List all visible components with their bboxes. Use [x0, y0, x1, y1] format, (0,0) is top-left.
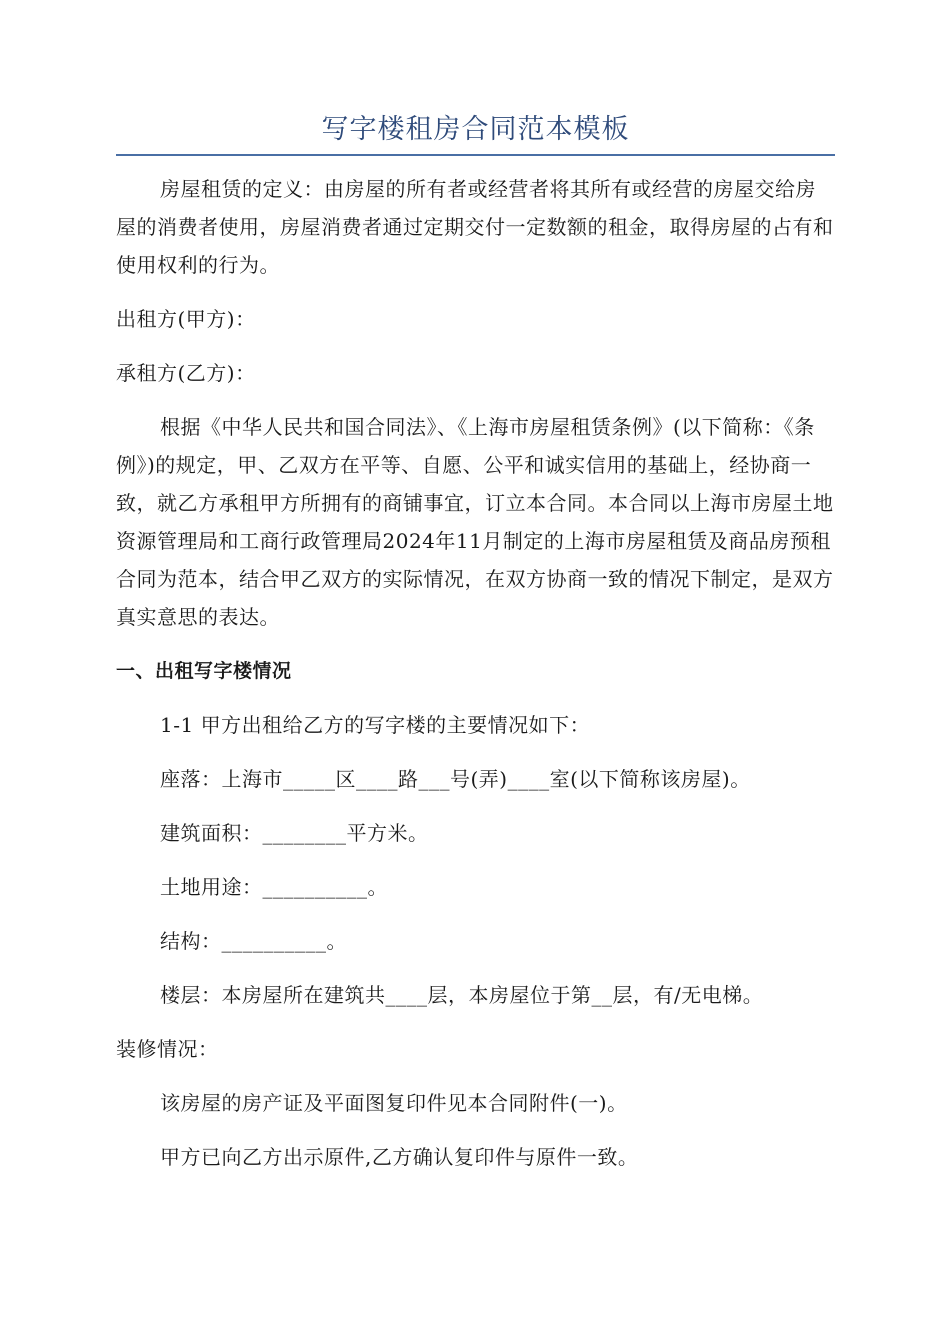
- legal-basis-paragraph: 根据《中华人民共和国合同法》、《上海市房屋租赁条例》(以下简称：《条例》)的规定，甲、乙双方在平等、自愿、公平和诚实信用的基础上，经协商一致，就乙方承租甲方所拥有的商铺事宜，订立本合同。本合同以上海市房屋土地资源管理局和工商行政管理局2024年11月制定的上海市房屋租赁及商品房预租合同为范本，结合甲乙双方的实际情况，在双方协商一致的情况下制定，是双方真实意思的表达。: [116, 415, 834, 629]
- structure-line: 结构：__________。: [160, 929, 347, 953]
- land-use-line: 土地用途：__________。: [160, 875, 388, 899]
- document-body: [116, 170, 835, 1176]
- decoration-heading: 装修情况：: [116, 1037, 219, 1061]
- title-underline: [116, 154, 835, 156]
- lessee-line: 承租方(乙方)：: [116, 361, 256, 385]
- clause-1-1: 1-1 甲方出租给乙方的写字楼的主要情况如下：: [160, 713, 591, 737]
- document-title: 写字楼租房合同范本模板: [321, 114, 630, 145]
- section-heading-1: 一、出租写字楼情况: [116, 660, 292, 682]
- floor-line: 楼层：本房屋所在建筑共____层，本房屋位于第__层，有/无电梯。: [160, 983, 764, 1007]
- certificate-line: 该房屋的房产证及平面图复印件见本合同附件(一)。: [160, 1091, 628, 1115]
- lessor-line: 出租方(甲方)：: [116, 307, 256, 331]
- building-area-line: 建筑面积：________平方米。: [160, 821, 429, 845]
- location-line: 座落：上海市_____区____路___号(弄)____室(以下简称该房屋)。: [160, 767, 751, 791]
- lease-definition-paragraph: 房屋租赁的定义：由房屋的所有者或经营者将其所有或经营的房屋交给房屋的消费者使用，房屋消费者通过定期交付一定数额的租金，取得房屋的占有和使用权利的行为。: [116, 177, 834, 277]
- original-shown-line: 甲方已向乙方出示原件,乙方确认复印件与原件一致。: [160, 1145, 639, 1169]
